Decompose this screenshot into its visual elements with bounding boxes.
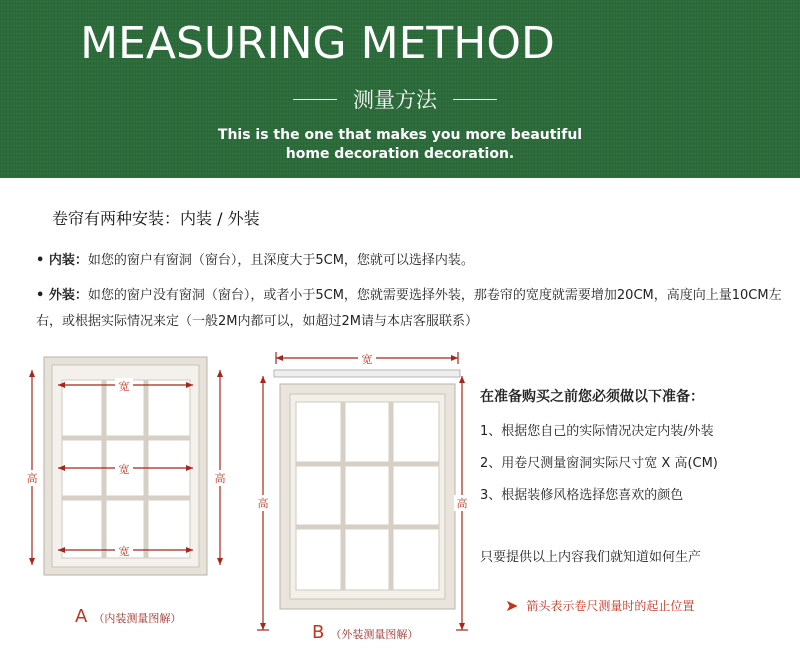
inner-install-bullet	[36, 248, 474, 274]
height-label-left: 高	[257, 497, 269, 510]
height-label-right: 高	[456, 497, 468, 510]
banner-subtitle	[272, 84, 518, 114]
arrow-icon	[260, 623, 266, 630]
diagram-a-caption	[75, 606, 181, 627]
arrow-icon	[260, 376, 266, 383]
instructions-title: 在准备购买之前您必须做以下准备：	[480, 389, 704, 405]
height-label-left: 高	[26, 472, 38, 485]
description-line-1: This is the one that makes you more beautiful	[217, 127, 583, 143]
inner-install-label: • 内装：	[36, 253, 88, 268]
arrow-legend	[505, 596, 694, 615]
roller-bar	[274, 370, 460, 377]
banner-title: MEASURING METHOD	[80, 18, 555, 69]
width-label-middle: 宽	[118, 463, 130, 476]
diagram-b-letter: B	[312, 622, 325, 643]
description-line-2: home decoration decoration.	[285, 146, 515, 162]
outer-install-bullet	[36, 283, 788, 335]
outer-install-text: 如您的窗户没有窗洞（窗台），或者小于5CM，您就需要选择外装，那卷帘的宽度就需要增加20CM，高度向上量10CM左右，或根据实际情况来定（一般2M内都可以，如超过2M请与本店客服联系）	[36, 288, 782, 329]
arrow-icon	[29, 558, 35, 565]
diagram-b-caption-text: （外装测量图解）	[330, 628, 419, 641]
instruction-step-2: 2、用卷尺测量窗洞实际尺寸宽 X 高(CM)	[480, 456, 718, 471]
arrow-icon	[217, 370, 223, 377]
diagram-outer-mount	[250, 340, 480, 640]
subtitle-rule-left	[293, 99, 337, 100]
subtitle-text: 测量方法	[353, 88, 437, 112]
window-glass	[296, 402, 439, 590]
banner-description	[200, 126, 600, 164]
inner-install-text: 如您的窗户有窗洞（窗台），且深度大于5CM，您就可以选择内装。	[87, 253, 474, 268]
width-label-bottom: 宽	[118, 545, 130, 558]
diagram-inner-mount	[0, 340, 250, 630]
arrow-icon	[29, 370, 35, 377]
arrow-icon	[459, 623, 465, 630]
instruction-step-1: 1、根据您自己的实际情况决定内装/外装	[480, 424, 714, 439]
outer-install-label: • 外装：	[36, 288, 88, 303]
arrow-icon	[217, 558, 223, 565]
width-label-top: 宽	[118, 380, 130, 393]
diagram-b-caption	[312, 622, 418, 643]
diagram-a-letter: A	[75, 606, 88, 627]
arrow-legend-text: 箭头表示卷尺测量时的起止位置	[526, 599, 695, 613]
subtitle-rule-right	[453, 99, 497, 100]
arrow-legend-icon: ➤	[505, 596, 519, 615]
install-types-heading: 卷帘有两种安装：内装 / 外装	[52, 209, 260, 228]
instruction-step-3: 3、根据装修风格选择您喜欢的颜色	[480, 488, 684, 503]
arrow-icon	[276, 355, 283, 361]
header-banner	[0, 0, 800, 178]
width-label: 宽	[361, 353, 373, 366]
height-label-right: 高	[214, 472, 226, 485]
instruction-note: 只要提供以上内容我们就知道如何生产	[480, 550, 702, 565]
arrow-icon	[451, 355, 458, 361]
diagram-a-caption-text: （内装测量图解）	[93, 612, 182, 625]
